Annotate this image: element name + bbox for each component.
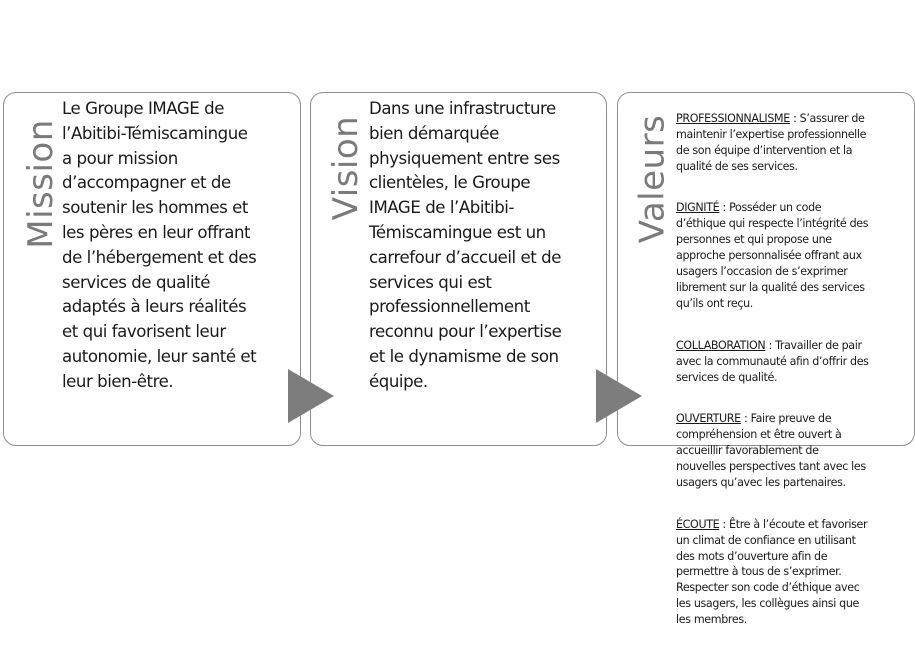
mission-title-label: Mission xyxy=(21,119,62,249)
value-name: COLLABORATION xyxy=(676,338,766,352)
value-item-professionnalisme xyxy=(676,111,911,175)
values-list xyxy=(676,95,911,654)
mission-panel xyxy=(3,92,301,446)
value-name: ÉCOUTE xyxy=(676,517,720,531)
value-name: DIGNITÉ xyxy=(676,201,720,215)
value-item-dignite xyxy=(676,200,911,311)
value-description: : S’assurer de maintenir l’expertise professionnelle de son équipe d’intervention et la qualité de ses services. xyxy=(676,111,867,173)
vision-panel xyxy=(310,92,607,446)
valeurs-title-label: Valeurs xyxy=(632,114,672,244)
value-name: OUVERTURE xyxy=(676,412,741,426)
mission-title xyxy=(22,109,60,259)
value-description: : Être à l’écoute et favoriser un climat de confiance en utilisant des mots d’ouverture afin de permettre à tous de s’exprimer. Respecter son code d’éthique avec les usagers, les collègues ainsi que les membres. xyxy=(676,517,868,627)
value-name: PROFESSIONNALISME xyxy=(676,111,790,125)
vision-title-label: Vision xyxy=(326,115,366,221)
vision-title xyxy=(327,113,365,223)
value-description: : Travailler de pair avec la communauté afin d’offrir des services de qualité. xyxy=(676,338,869,384)
vision-text: Dans une infrastructure bien démarquée physiquement entre ses clientèles, le Groupe IMAGE de l’Abitibi- Témiscamingue est un carrefour d’accueil et de services qui est professionnellement reconnu pour l’expertise et le dynamisme de son équipe. xyxy=(369,99,562,391)
arrow-right-icon xyxy=(288,369,334,423)
mission-text: Le Groupe IMAGE de l’Abitibi-Témiscamingue a pour mission d’accompagner et de soutenir les hommes et les pères en leur offrant de l’hébergement et des services de qualité adaptés à leurs réalités et qui favorisent leur autonomie, leur santé et leur bien-être. xyxy=(62,99,257,391)
value-item-collaboration xyxy=(676,338,911,386)
arrow-right-icon xyxy=(596,369,642,423)
valeurs-title xyxy=(633,109,671,249)
value-item-ouverture xyxy=(676,411,911,491)
value-item-ecoute xyxy=(676,517,911,628)
value-description: : Faire preuve de compréhension et être ouvert à accueillir favorablement de nouvelles perspectives tant avec les usagers qu’avec les partenaires. xyxy=(676,412,866,489)
value-description: : Posséder un code d’éthique qui respecte l’intégrité des personnes et qui propose une approche personnalisée offrant aux usagers l’occasion de s’exprimer librement sur la qualité des services qu’ils ont reçu. xyxy=(676,201,869,310)
